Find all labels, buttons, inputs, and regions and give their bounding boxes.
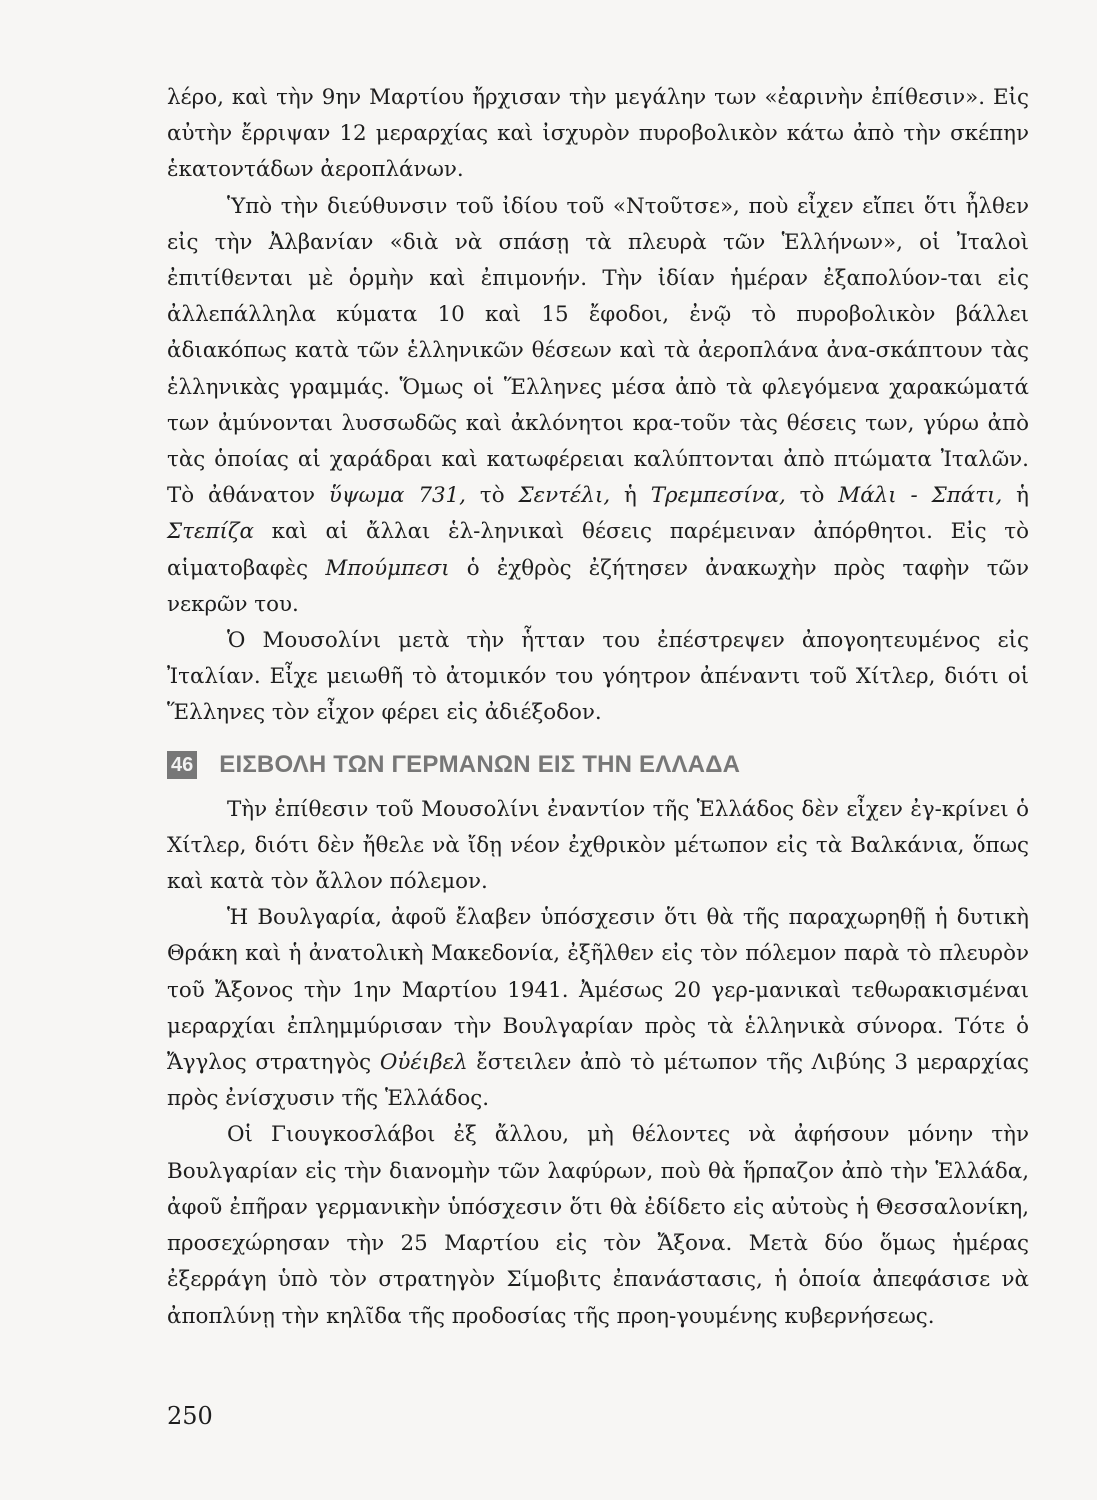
- place-name: ὕψωμα 731,: [328, 483, 466, 509]
- text-run: τὸ: [465, 483, 519, 509]
- text-run: Ἡ Βουλγαρία, ἀφοῦ ἔλαβεν ὑπόσχεσιν ὅτι θὰ τῆς παραχωρηθῇ ἡ δυτικὴ Θράκη καὶ ἡ ἀνατολικὴ Μακεδονία, ἐξῆλθεν εἰς τὸν πόλεμον παρὰ τὸ πλευρὸν τοῦ Ἄξονος τὴν 1ην Μαρτίου 1941. Ἀμέσως 20 γερ-μανικαὶ τεθωρακισμέναι μεραρχίαι ἐπλημμύρισαν τὴν Βουλγαρίαν πρὸς τὰ ἑλληνικὰ σύνορα. Τότε ὁ Ἄγγλος στρατηγὸς: [167, 905, 1029, 1076]
- section-heading: [167, 748, 1029, 782]
- paragraph-6: [167, 1117, 1029, 1334]
- place-name: Τρεμπεσίνα,: [650, 483, 786, 509]
- section-number-badge: 46: [167, 751, 197, 779]
- paragraph-4: [167, 792, 1029, 901]
- text-run: Ὑπὸ τὴν διεύθυνσιν τοῦ ἰδίου τοῦ «Ντοῦτσε», ποὺ εἶχεν εἴπει ὅτι ἦλθεν εἰς τὴν Ἀλβανίαν «διὰ νὰ σπάσῃ τὰ πλευρὰ τῶν Ἑλλήνων», οἱ Ἰταλοὶ ἐπιτίθενται μὲ ὁρμὴν καὶ ἐπιμονήν. Τὴν ἰδίαν ἡμέραν ἐξαπολύον-ται εἰς ἀλλεπάλληλα κύματα 10 καὶ 15 ἔφοδοι, ἐνῷ τὸ πυροβολικὸν βάλλει ἀδιακόπως κατὰ τῶν ἑλληνικῶν θέσεων καὶ τὰ ἀεροπλάνα ἀνα-σκάπτουν τὰς ἑλληνικὰς γραμμάς. Ὅμως οἱ Ἕλληνες μέσα ἀπὸ τὰ φλεγόμενα χαρακώματά των ἀμύνονται λυσσωδῶς καὶ ἀκλόνητοι κρα-τοῦν τὰς θέσεις των, γύρω ἀπὸ τὰς ὁποίας αἱ χαράδραι καὶ κατωφέρειαι καλύπτονται ἀπὸ πτώματα Ἰταλῶν. Τὸ ἀθάνατον: [167, 193, 1029, 509]
- text-run: Οἱ Γιουγκοσλάβοι ἐξ ἄλλου, μὴ θέλοντες νὰ ἀφήσουν μόνην τὴν Βουλγαρίαν εἰς τὴν διανομὴν τῶν λαφύρων, ποὺ θὰ ἥρπαζον ἀπὸ τὴν Ἑλλάδα, ἀφοῦ ἐπῆραν γερμανικὴν ὑπόσχεσιν ὅτι θὰ ἐδίδετο εἰς αὐτοὺς ἡ Θεσσαλονίκη, προσεχώρησαν τὴν 25 Μαρτίου εἰς τὸν Ἄξονα. Μετὰ δύο ὅμως ἡμέρας ἐξερράγη ὑπὸ τὸν στρατηγὸν Σίμοβιτς ἐπανάστασις, ἡ ὁποία ἀπεφάσισε νὰ ἀποπλύνῃ τὴν κηλῖδα τῆς προδοσίας τῆς προη-γουμένης κυβερνήσεως.: [167, 1122, 1029, 1329]
- text-run: τὸ: [785, 483, 839, 509]
- paragraph-2: [167, 189, 1029, 623]
- text-run: ἔστειλεν ἀπὸ τὸ μέτωπον τῆς Λιβύης 3 μεραρχίας πρὸς ἐνίσχυσιν τῆς Ἑλλάδος.: [167, 1050, 1030, 1112]
- place-name: Μπούμπεσι: [325, 555, 450, 581]
- place-name: Μάλι - Σπάτι,: [838, 483, 1003, 509]
- page-number: 250: [167, 1402, 213, 1430]
- text-run: ἡ: [610, 483, 651, 509]
- place-name: Στεπίζα: [167, 519, 254, 545]
- page-body: [167, 80, 1029, 1335]
- paragraph-1: [167, 80, 1029, 189]
- place-name: Σεντέλι,: [518, 483, 611, 509]
- paragraph-3: [167, 623, 1029, 732]
- text-run: Τὴν ἐπίθεσιν τοῦ Μουσολίνι ἐναντίον τῆς Ἑλλάδος δὲν εἶχεν ἐγ-κρίνει ὁ Χίτλερ, διότι δὲν ἤθελε νὰ ἴδῃ νέον ἐχθρικὸν μέτωπον εἰς τὰ Βαλκάνια, ὅπως καὶ κατὰ τὸν ἄλλον πόλεμον.: [167, 796, 1029, 895]
- paragraph-5: [167, 900, 1029, 1117]
- text-run: ἡ: [1002, 483, 1029, 509]
- person-name: Οὐέιβελ: [379, 1050, 468, 1076]
- text-run: ὁ ἐχθρὸς ἐζήτησεν ἀνακωχὴν πρὸς ταφὴν τῶν νεκρῶν του.: [167, 555, 1029, 617]
- text-run: Ὁ Μουσολίνι μετὰ τὴν ἧτταν του ἐπέστρεψεν ἀπογοητευμένος εἰς Ἰταλίαν. Εἶχε μειωθῆ τὸ ἀτομικόν του γόητρον ἀπέναντι τοῦ Χίτλερ, διότι οἱ Ἕλληνες τὸν εἶχον φέρει εἰς ἀδιέξοδον.: [167, 628, 1029, 726]
- text-run: λέρο, καὶ τὴν 9ην Μαρτίου ἤρχισαν τὴν μεγάλην των «ἐαρινὴν ἐπίθεσιν». Εἰς αὐτὴν ἔρριψαν 12 μεραρχίας καὶ ἰσχυρὸν πυροβολικὸν κάτω ἀπὸ τὴν σκέπην ἑκατοντάδων ἀεροπλάνων.: [167, 85, 1029, 183]
- text-run: καὶ αἱ ἄλλαι ἑλ-ληνικαὶ θέσεις παρέμειναν ἀπόρθητοι. Εἰς τὸ αἱματοβαφὲς: [167, 519, 1029, 581]
- section-title: ΕΙΣΒΟΛΗ ΤΩΝ ΓΕΡΜΑΝΩΝ ΕΙΣ ΤΗΝ ΕΛΛΑΔΑ: [219, 750, 741, 778]
